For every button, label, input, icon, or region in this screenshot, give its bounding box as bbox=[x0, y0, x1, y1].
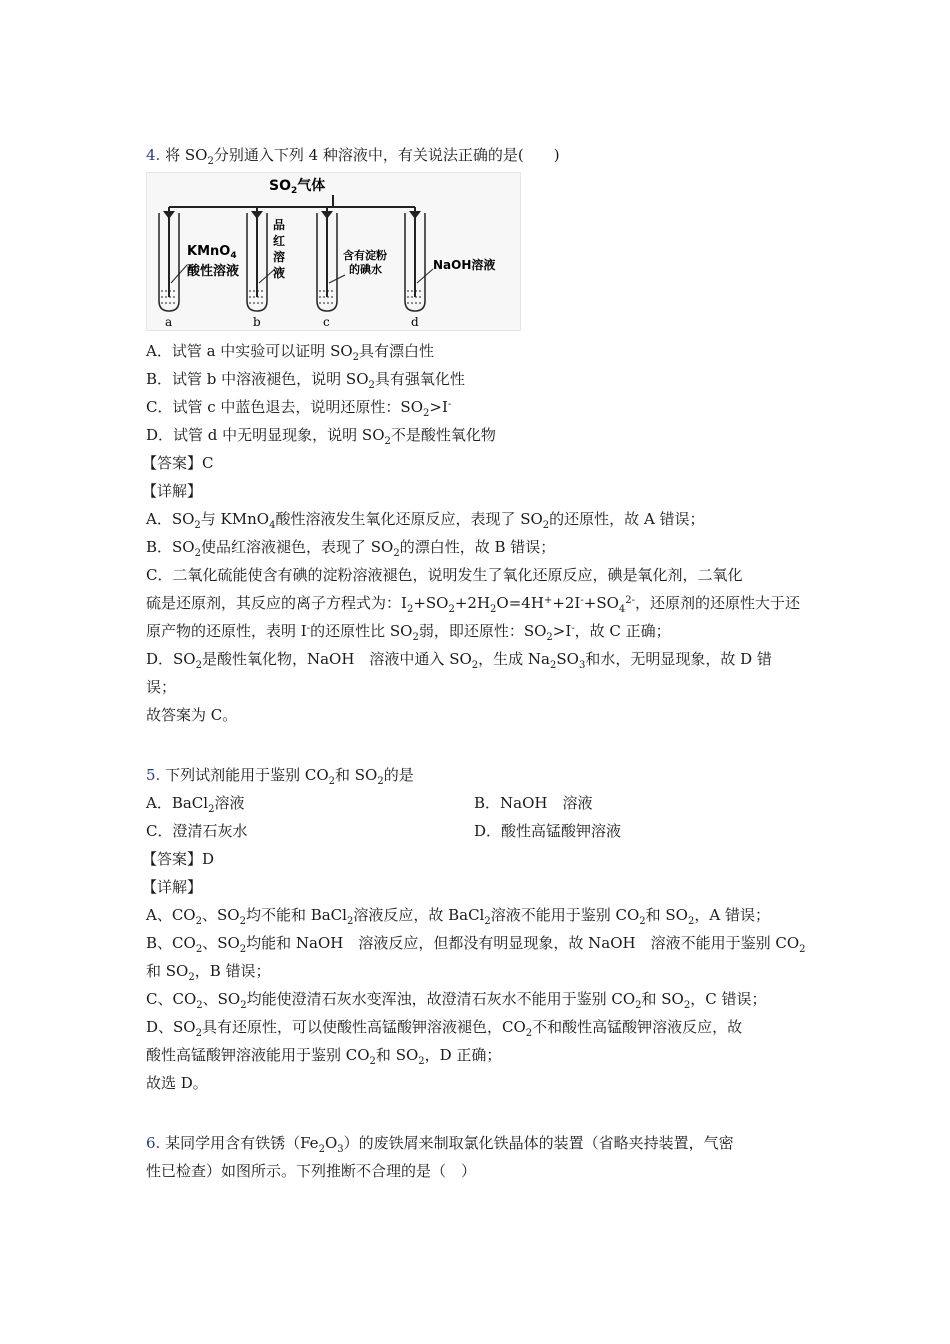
q5-explain-5: D、$SO_2$具有还原性，可以使酸性高锰酸钾溶液褪色，$CO_2$不和酸性高锰酸钾溶液反应，故 bbox=[146, 1018, 743, 1039]
tube-b-label-3: 溶 bbox=[273, 250, 286, 264]
q4-test-tube-figure bbox=[146, 172, 521, 331]
q5-option-b: B．NaOH 溶液 bbox=[474, 794, 593, 812]
q5-option-d: D．酸性高锰酸钾溶液 bbox=[474, 822, 622, 840]
q4-option-b: B．试管 b 中溶液褪色，说明 $SO_2$具有强氧化性 bbox=[146, 370, 465, 391]
q4-explain-3: C．二氧化硫能使含有碘的淀粉溶液褪色，说明发生了氧化还原反应，碘是氧化剂，二氧化 bbox=[146, 566, 743, 584]
q5-answer: 【答案】D bbox=[142, 850, 215, 868]
tube-c-label-1: 含有淀粉 bbox=[343, 249, 387, 262]
q5-explain-1: A、$CO_2$、$SO_2$均不能和 BaCl$_2$溶液反应，故 BaCl$_2$溶液不能用于鉴别 $CO_2$和 $SO_2$，A 错误； bbox=[146, 906, 770, 927]
tube-letter-d: d bbox=[411, 315, 419, 329]
q5-stem: 5. 下列试剂能用于鉴别 $CO_2$和 $SO_2$的是 bbox=[146, 766, 414, 787]
q4-conclusion: 故答案为 C。 bbox=[146, 706, 238, 724]
tube-d-label: NaOH溶液 bbox=[433, 258, 496, 272]
q4-explain-7: 误； bbox=[146, 678, 177, 696]
figure-title: SO bbox=[269, 178, 291, 194]
q4-detail-heading: 【详解】 bbox=[142, 482, 203, 500]
tube-b-label-2: 红 bbox=[273, 234, 286, 248]
q5-option-a: A．BaCl$_2$溶液 bbox=[146, 794, 245, 815]
tube-a-label: KMnO$_4$ bbox=[187, 244, 237, 261]
q4-number: 4. bbox=[146, 146, 161, 164]
q5-explain-6: 酸性高锰酸钾溶液能用于鉴别 $CO_2$和 $SO_2$，D 正确； bbox=[146, 1046, 502, 1067]
q4-option-d: D．试管 d 中无明显现象，说明 $SO_2$不是酸性氧化物 bbox=[146, 426, 496, 447]
tube-letter-a: a bbox=[165, 315, 173, 329]
tube-b-label-1: 品 bbox=[273, 218, 286, 232]
svg-text:SO2气体: $SO_2$气体 bbox=[269, 178, 326, 196]
q4-option-c: C．试管 c 中蓝色退去，说明还原性：$SO_2>I^-$ bbox=[146, 398, 452, 419]
q5-explain-2: B、$CO_2$、$SO_2$均能和 NaOH 溶液反应，但都没有明显现象，故 NaOH 溶液不能用于鉴别 $CO_2$ bbox=[146, 934, 806, 955]
tube-c-label-2: 的碘水 bbox=[349, 263, 382, 276]
q6-number: 6. bbox=[146, 1134, 161, 1152]
q4-explain-2: B．$SO_2$使品红溶液褪色，表现了 $SO_2$的漂白性，故 B 错误； bbox=[146, 538, 556, 559]
q6-stem-1: 6. 某同学用含有铁锈$(Fe_2O_3)$的废铁屑来制取氯化铁晶体的装置（省略夹持装置，气密 bbox=[146, 1134, 734, 1155]
q5-detail-heading: 【详解】 bbox=[142, 878, 203, 896]
test-tubes bbox=[159, 213, 425, 311]
tube-b-label-4: 液 bbox=[273, 266, 286, 280]
q5-option-c: C．澄清石灰水 bbox=[146, 822, 248, 840]
q4-explain-5: 原产物的还原性，表明 I-的还原性比 $SO_2$弱，即还原性：$SO_2>I^-$，故 C 正确； bbox=[146, 622, 671, 643]
test-tube-diagram bbox=[147, 173, 520, 330]
q5-explain-4: C、$CO_2$、$SO_2$均能使澄清石灰水变浑浊，故澄清石灰水不能用于鉴别 $CO_2$和 $SO_2$，C 错误； bbox=[146, 990, 767, 1011]
q5-conclusion: 故选 D。 bbox=[146, 1074, 208, 1092]
q4-explain-1: A．$SO_2$与 KMnO$_4$酸性溶液发生氧化还原反应，表现了 $SO_2$的还原性，故 A 错误； bbox=[146, 510, 705, 531]
q6-stem-2: 性已检查）如图所示。下列推断不合理的是（ ） bbox=[146, 1162, 477, 1180]
liquid-marks bbox=[161, 291, 423, 303]
q5-explain-3: 和 $SO_2$，B 错误； bbox=[146, 962, 271, 983]
arrow-icons bbox=[163, 211, 421, 219]
q4-answer: 【答案】C bbox=[142, 454, 214, 472]
tube-a-label-2: 酸性溶液 bbox=[187, 264, 240, 279]
q4-explain-4: 硫是还原剂，其反应的离子方程式为：$I_2+SO_2+2H_2O=4H^++2I^-+SO_4^{2-}$，还原剂的还原性大于还 bbox=[146, 594, 801, 615]
q5-number: 5. bbox=[146, 766, 161, 784]
q4-option-a: A．试管 a 中实验可以证明 $SO_2$具有漂白性 bbox=[146, 342, 435, 363]
q4-explain-6: D．$SO_2$是酸性氧化物，NaOH 溶液中通入 $SO_2$，生成 $Na_2SO_3$和水，无明显现象，故 D 错 bbox=[146, 650, 772, 671]
tube-letter-c: c bbox=[323, 315, 330, 329]
tube-letter-b: b bbox=[253, 315, 261, 329]
q4-stem: 4. 将 $SO_2$分别通入下列 4 种溶液中，有关说法正确的是( ) bbox=[146, 146, 560, 167]
